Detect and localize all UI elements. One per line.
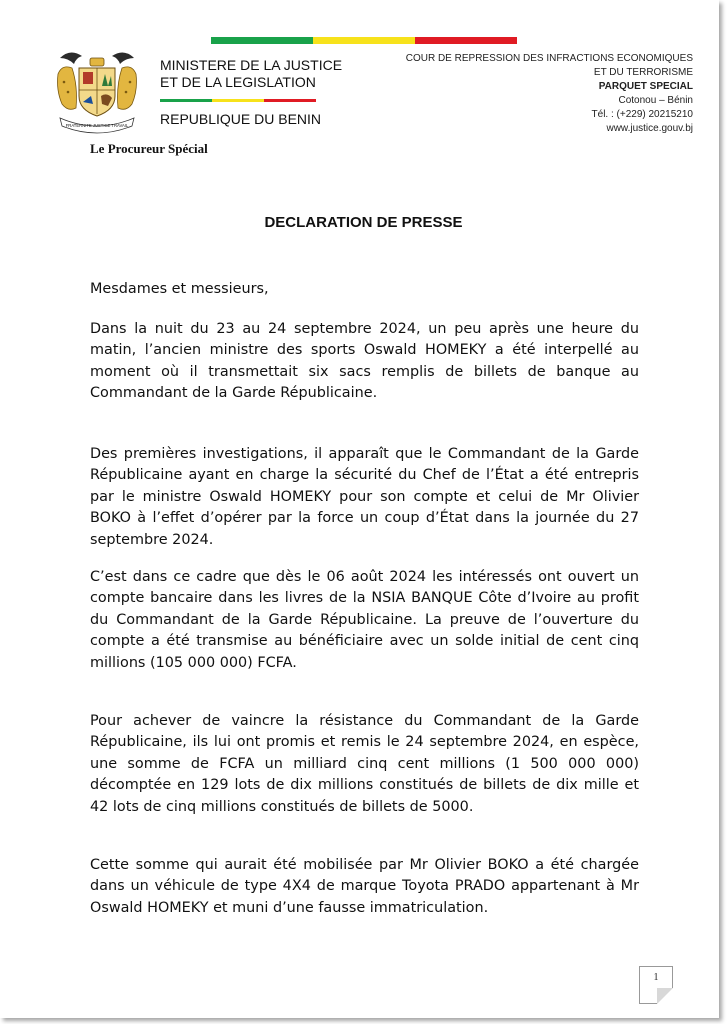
court-phone: Tél. : (+229) 20215210 [591, 109, 693, 120]
republic-name: REPUBLIQUE DU BENIN [160, 111, 322, 127]
ministry-line2: ET DE LA LEGISLATION [160, 74, 316, 90]
paragraph-5: Cette somme qui aurait été mobilisée par Mr Olivier BOKO a été chargée dans un véhicule de type 4X4 de marque Toyota PRADO appartenant à Mr Oswald HOMEKY et muni d’une fausse immatriculation. [90, 857, 639, 916]
mini-red-stripe [264, 99, 316, 102]
benin-coat-of-arms-icon [52, 46, 142, 136]
paragraph-1: Dans la nuit du 23 au 24 septembre 2024, un peu après une heure du matin, l’ancien ministre des sports Oswald HOMEKY a été interpellé au moment où il transmettait six sacs remplis de billets de banque au Commandant de la Garde Républicaine. [90, 321, 639, 402]
court-city: Cotonou – Bénin [618, 95, 693, 106]
flag-yellow-stripe [313, 37, 415, 44]
flag-color-bar [211, 37, 517, 44]
paragraph-2: Des premières investigations, il apparaît que le Commandant de la Garde Républicaine ayant en charge la sécurité du Chef de l’État a été entrepris par le ministre Oswald HOMEKY pour son compte et celui de Mr Olivier BOKO à l’effet d’opérer par la force un coup d’État dans la journée du 27 septembre 2024. [90, 446, 639, 548]
court-website: www.justice.gouv.bj [606, 123, 693, 134]
ministry-flag-bar [160, 99, 316, 102]
greeting: Mesdames et messieurs, [90, 281, 269, 297]
mini-green-stripe [160, 99, 212, 102]
court-name-line1: COUR DE REPRESSION DES INFRACTIONS ECONOMIQUES [405, 53, 693, 64]
page-number: 1 [639, 966, 673, 1004]
paragraph-4: Pour achever de vaincre la résistance du Commandant de la Garde Républicaine, ils lui ont promis et remis le 24 septembre 2024, en espèce, une somme de FCFA un milliard cinq cent millions (1 500 000 000) décomptée en 129 lots de dix millions constitués de billets de dix mille et 42 lots de cinq millions constitués de billets de 5000. [90, 713, 639, 815]
paragraph-3: C’est dans ce cadre que dès le 06 août 2024 les intéressés ont ouvert un compte bancaire dans les livres de la NSIA BANQUE Côte d’Ivoire au profit du Commandant de la Garde Républicaine. La preuve de l’ouverture du compte a été transmise au bénéficiaire avec un solde initial de cent cinq millions (105 000 000) FCFA. [90, 569, 639, 671]
signatory-title: Le Procureur Spécial [90, 141, 208, 156]
ministry-line1: MINISTERE DE LA JUSTICE [160, 57, 343, 73]
court-name-line2: ET DU TERRORISME [593, 67, 693, 78]
flag-green-stripe [211, 37, 313, 44]
flag-red-stripe [415, 37, 517, 44]
ministry-name [160, 57, 342, 91]
document-title: DECLARATION DE PRESSE [264, 214, 463, 231]
court-address-block [406, 52, 693, 136]
seal-motto: FRATERNITE JUSTICE TRAVAIL [65, 123, 129, 128]
court-office: PARQUET SPECIAL [598, 81, 693, 92]
mini-yellow-stripe [212, 99, 264, 102]
